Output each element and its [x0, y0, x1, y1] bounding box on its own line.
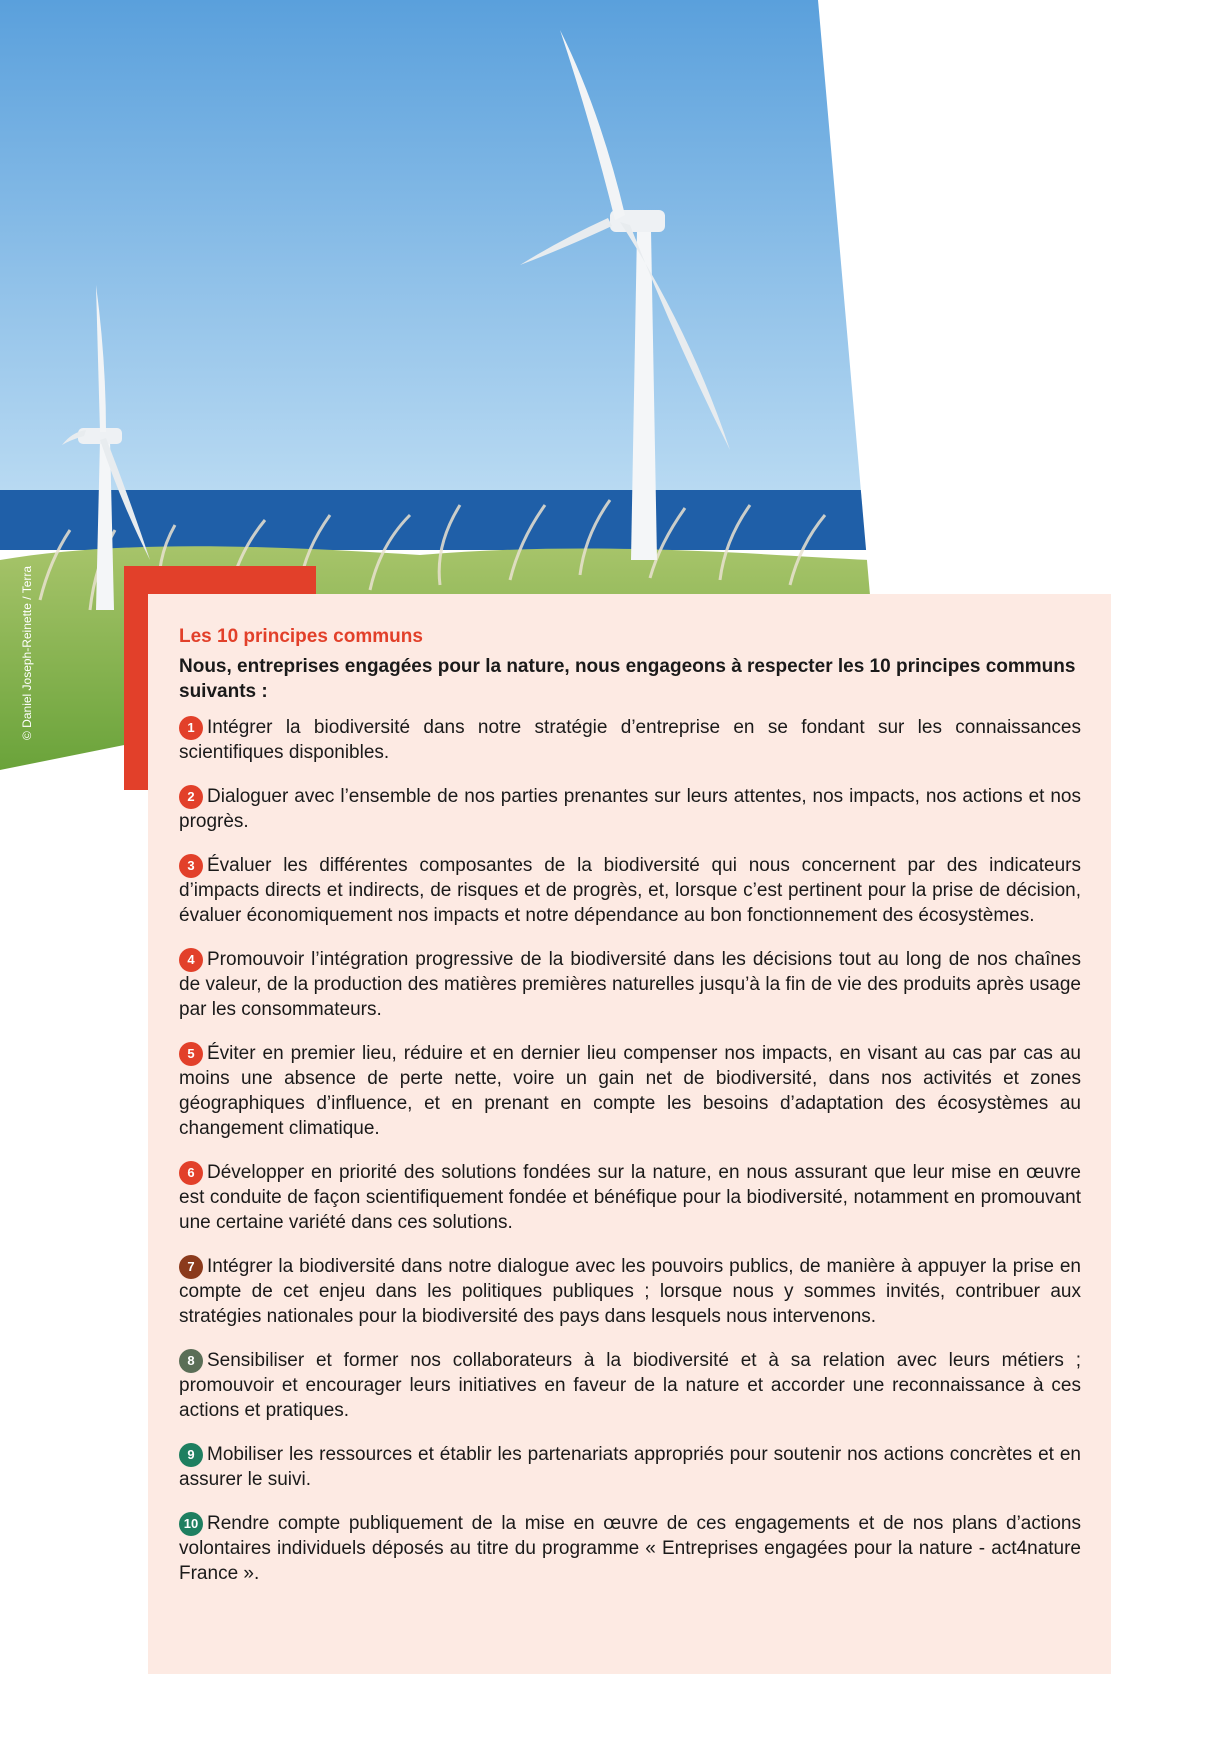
principle-item [179, 947, 1081, 1022]
principle-item [179, 1041, 1081, 1141]
principle-text: Éviter en premier lieu, réduire et en dernier lieu compenser nos impacts, en visant au cas par cas au moins une absence de perte nette, voire un gain net de biodiversité, dans nos activités et zones géographiques d’influence, et en prenant en compte les besoins d’adaptation des écosystèmes au changement climatique. [179, 1043, 1081, 1139]
principle-number-badge: 10 [179, 1512, 203, 1536]
sky [0, 0, 870, 510]
principle-text: Sensibiliser et former nos collaborateurs à la biodiversité et à sa relation avec leurs métiers ; promouvoir et encourager leurs initiatives en faveur de la nature et accorder une reconnaissance à ces actions et pratiques. [179, 1350, 1081, 1421]
principle-number-badge: 8 [179, 1349, 203, 1373]
section-title: Les 10 principes communs [179, 626, 423, 647]
principle-text: Dialoguer avec l’ensemble de nos parties prenantes sur leurs attentes, nos impacts, nos actions et nos progrès. [179, 786, 1081, 832]
principles-list [179, 715, 1081, 1586]
principle-text: Développer en priorité des solutions fondées sur la nature, en nous assurant que leur mise en œuvre est conduite de façon scientifiquement fondée et bénéfique pour la biodiversité, notamment en promouvant une certaine variété dans ces solutions. [179, 1162, 1081, 1233]
principle-text: Mobiliser les ressources et établir les partenariats appropriés pour soutenir nos actions concrètes et en assurer le suivi. [179, 1444, 1081, 1490]
photo-credit: © Daniel Joseph-Reinette / Terra [20, 565, 34, 740]
principle-item [179, 1511, 1081, 1586]
principle-number-badge: 9 [179, 1443, 203, 1467]
principle-number-badge: 6 [179, 1161, 203, 1185]
principle-item [179, 1254, 1081, 1329]
principle-item [179, 1348, 1081, 1423]
principle-number-badge: 3 [179, 854, 203, 878]
principle-text: Évaluer les différentes composantes de la biodiversité qui nous concernent par des indicateurs d’impacts directs et indirects, de risques et de progrès, et, lorsque c’est pertinent pour la prise de décision, évaluer économiquement nos impacts et notre dépendance au bon fonctionnement des écosystèmes. [179, 855, 1081, 926]
principle-text: Intégrer la biodiversité dans notre stratégie d’entreprise en se fondant sur les connaissances scientifiques disponibles. [179, 717, 1081, 763]
principle-number-badge: 5 [179, 1042, 203, 1066]
principle-text: Rendre compte publiquement de la mise en œuvre de ces engagements et de nos plans d’actions volontaires individuels déposés au titre du programme « Entreprises engagées pour la nature - act4nature France ». [179, 1513, 1081, 1584]
principles-panel [148, 594, 1111, 1674]
principle-number-badge: 4 [179, 948, 203, 972]
section-intro: Nous, entreprises engagées pour la nature, nous engageons à respecter les 10 principes communs suivants : [179, 656, 1076, 702]
principle-item [179, 853, 1081, 928]
principle-text: Intégrer la biodiversité dans notre dialogue avec les pouvoirs publics, de manière à appuyer la prise en compte de cet enjeu dans les politiques publiques ; lorsque nous y sommes invités, contribuer aux stratégies nationales pour la biodiversité des pays dans lesquels nous intervenons. [179, 1256, 1081, 1327]
principle-item [179, 715, 1081, 765]
principle-number-badge: 2 [179, 785, 203, 809]
principle-item [179, 784, 1081, 834]
principle-item [179, 1442, 1081, 1492]
principle-number-badge: 1 [179, 716, 203, 740]
principle-number-badge: 7 [179, 1255, 203, 1279]
principle-text: Promouvoir l’intégration progressive de la biodiversité dans les décisions tout au long de nos chaînes de valeur, de la production des matières premières naturelles jusqu’à la fin de vie des produits après usage par les consommateurs. [179, 949, 1081, 1020]
principle-item [179, 1160, 1081, 1235]
